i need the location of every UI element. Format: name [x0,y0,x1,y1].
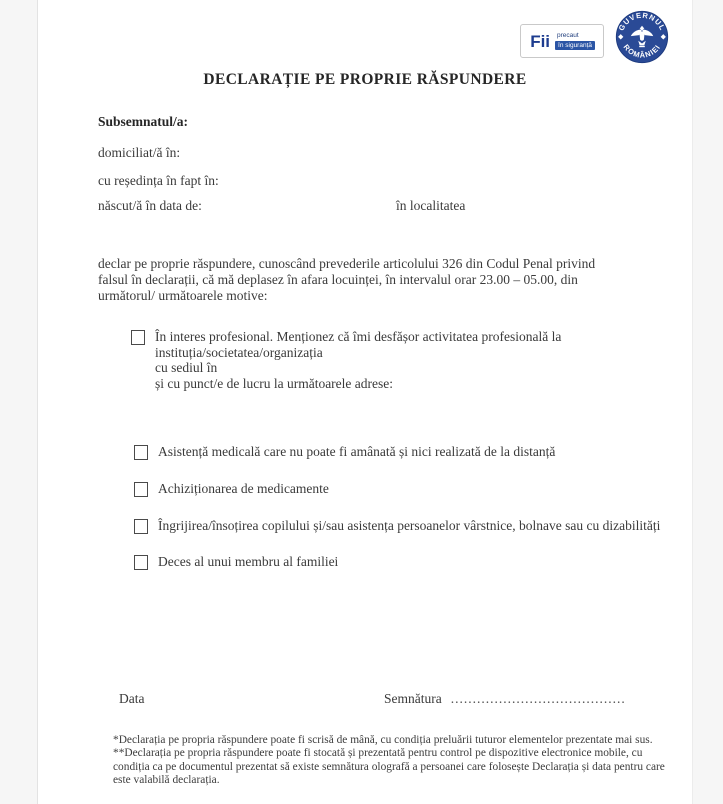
checkbox-achizitionare-medicamente[interactable] [134,482,148,497]
footnote-2: **Declarația pe propria răspundere poate fi stocată și prezentată pentru control pe dispozitive electronice mobile, cu condiția ca pe documentul prezentat să existe semnătura olografă a persoanei care folosește Declarația și data pentru care este valabilă declarația. [113,747,665,787]
semnatura-text: Semnătura [384,691,442,706]
reason-item-asistenta-medicala [134,444,555,460]
signature-dotted-line: ........................................ [450,691,626,706]
semnatura-label [384,691,626,707]
reason-item-achizitionare-medicamente [134,481,329,497]
fii-logo-line2: în siguranță [555,41,595,50]
svg-text:ROMÂNIEI: ROMÂNIEI [621,42,663,60]
document-title: DECLARAȚIE PE PROPRIE RĂSPUNDERE [203,71,527,88]
footnote-1: *Declarația pe propria răspundere poate fi scrisă de mână, cu condiția preluării tuturor elementelor prezentate mai sus. [113,734,653,746]
svg-text:GUVERNUL: GUVERNUL [616,10,668,33]
reason-item-ingrijire-copil [134,518,660,534]
reason-line: Deces al unui membru al familiei [158,554,339,569]
reason-line: cu sediul în [155,360,218,375]
field-nascut: născut/ă în data de: [98,198,202,213]
reason-line: Îngrijirea/însoțirea copilului și/sau asistența persoanelor vârstnice, bolnave sau cu dizabilități [158,518,661,533]
reason-line: și cu punct/e de lucru la următoarele adrese: [155,375,394,391]
checkbox-ingrijire-copil[interactable] [134,519,148,534]
field-resedinta: cu reședința în fapt în: [98,173,219,188]
reason-item-deces-membru-familie [134,554,338,570]
checkbox-asistenta-medicala[interactable] [134,445,148,460]
reason-line: Achiziționarea de medicamente [158,481,329,496]
declaration-paragraph: declar pe proprie răspundere, cunoscând prevederile articolului 326 din Codul Penal privind falsul în declarații, că mă deplasez în afara locuinței, în intervalul orar 23.00 – 05.00, din următorul/ următoarele motive: [98,256,596,303]
reason-line: instituția/societatea/organizația [155,344,323,360]
document-page [37,0,693,804]
fii-precaut-logo [520,24,604,58]
checkbox-deces-membru-familie[interactable] [134,555,148,570]
fii-logo-text: Fii [530,31,551,51]
fii-logo-line1: precaut [557,32,579,40]
guvernul-romaniei-seal-icon [614,9,670,65]
field-domiciliat: domiciliat/ă în: [98,145,181,160]
reason-line: În interes profesional. Menționez că îmi desfășor activitatea profesională la [155,329,562,344]
data-label: Data [119,691,145,706]
field-subsemnatul: Subsemnatul/a: [98,114,189,129]
footnotes [113,734,671,788]
checkbox-interes-profesional[interactable] [131,330,145,345]
reason-item-interes-profesional [131,329,561,391]
header-logos [520,9,670,65]
reason-line: Asistență medicală care nu poate fi amânată și nici realizată de la distanță [158,444,556,459]
field-localitatea: în localitatea [396,198,466,213]
